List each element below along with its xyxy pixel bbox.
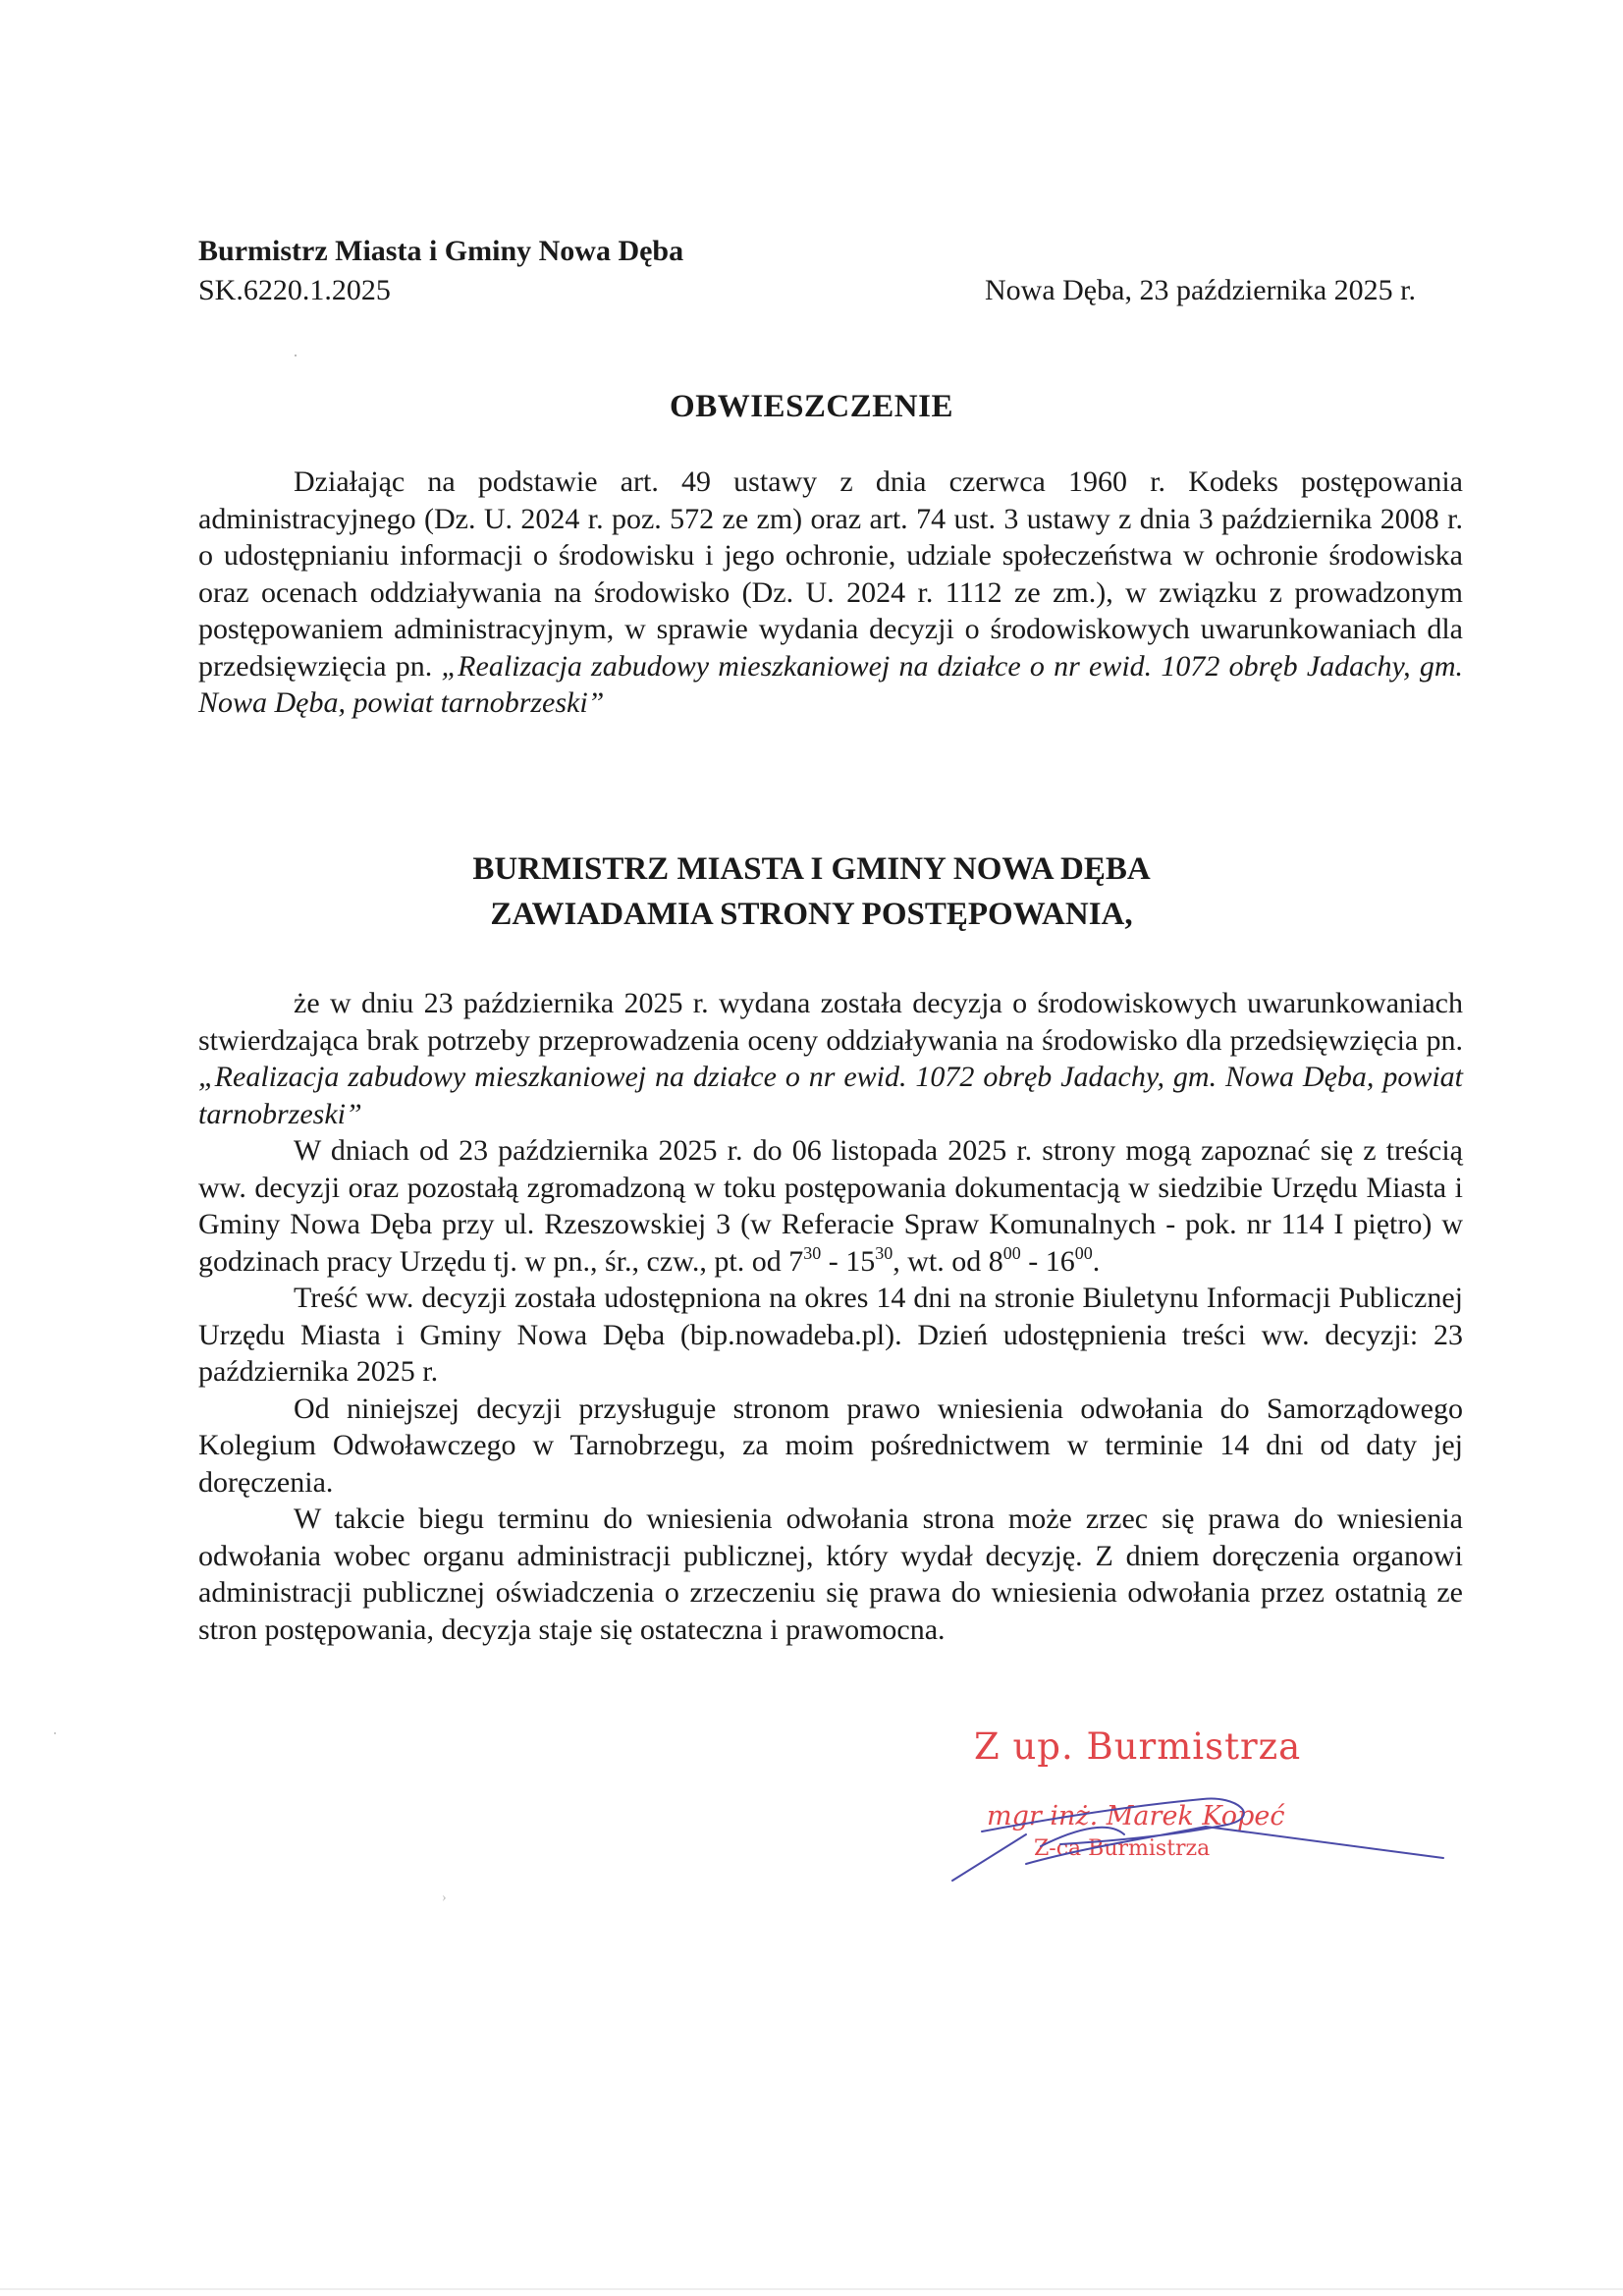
scan-speck — [54, 1732, 56, 1734]
signatory-role-stamp: Z-ca Burmistrza — [1034, 1836, 1211, 1861]
hour-sup: 30 — [875, 1242, 893, 1263]
scan-artifact: › — [442, 1890, 447, 1905]
announcement-heading — [0, 847, 1623, 937]
hours-text: - 15 — [821, 1244, 876, 1278]
hours-text: , wt. od 8 — [893, 1244, 1003, 1278]
place-date: Nowa Dęba, 23 października 2025 r. — [985, 274, 1417, 306]
waiver-paragraph: W takcie biegu terminu do wniesienia odwołania strona może zrzec się prawa do wniesienia odwołania wobec organu administracji publicznej, który wydał decyzję. Z dniem doręczenia organowi administracji publicznej oświadczenia o zrzeczeniu się prawa do wniesienia odwołania przez ostatnią ze stron postępowania, decyzja staje się ostateczna i prawomocna. — [198, 1503, 1463, 1646]
project-name: „Realizacja zabudowy mieszkaniowej na działce o nr ewid. 1072 obręb Jadachy, gm. Nowa Dęba, powiat tarnobrzeski” — [198, 649, 1463, 719]
intro-paragraph — [198, 464, 1463, 722]
announcement-heading-line2: ZAWIADAMIA STRONY POSTĘPOWANIA, — [490, 897, 1133, 932]
issuer-block — [198, 232, 683, 310]
access-paragraph — [198, 1132, 1463, 1280]
scan-speck — [295, 355, 297, 356]
page-edge — [0, 2288, 1623, 2290]
issuer-name: Burmistrz Miasta i Gminy Nowa Dęba — [198, 235, 684, 267]
decision-paragraph — [198, 985, 1463, 1132]
announcement-heading-line1: BURMISTRZ MIASTA I GMINY NOWA DĘBA — [472, 851, 1151, 887]
handwritten-signature-icon — [943, 1787, 1453, 1895]
signatory-name-stamp: mgr inż. Marek Kopeć — [987, 1801, 1285, 1831]
case-reference: SK.6220.1.2025 — [198, 274, 391, 306]
access-text: W dniach od 23 października 2025 r. do 06 listopada 2025 r. strony mogą zapoznać się z treścią ww. decyzji oraz pozostałą zgromadzoną w toku postępowania dokumentacją w siedzibie Urzędu Miasta i Gminy Nowa Dęba przy ul. Rzeszowskiej 3 (w Referacie Spraw Komunalnych - pok. nr 114 I piętro) w godzinach pracy Urzędu tj. w pn., śr., czw., pt. od 7 — [198, 1134, 1463, 1278]
announcement-body — [198, 985, 1463, 1648]
hours-text: . — [1092, 1244, 1101, 1278]
document-title: OBWIESZCZENIE — [670, 389, 953, 424]
publication-paragraph: Treść ww. decyzji została udostępniona na okres 14 dni na stronie Biuletynu Informacji Publicznej Urzędu Miasta i Gminy Nowa Dęba (bip.nowadeba.pl). Dzień udostępnienia treści ww. decyzji: 23 października 2025 r. — [198, 1282, 1463, 1388]
project-name-2: „Realizacja zabudowy mieszkaniowej na działce o nr ewid. 1072 obręb Jadachy, gm. Nowa Dęba, powiat tarnobrzeski” — [198, 1061, 1463, 1130]
decision-text: że w dniu 23 października 2025 r. wydana została decyzja o środowiskowych uwarunkowaniach stwierdzająca brak potrzeby przeprowadzenia oceny oddziaływania na środowisko dla przedsięwzięcia pn. — [198, 987, 1463, 1057]
appeal-paragraph: Od niniejszej decyzji przysługuje stronom prawo wniesienia odwołania do Samorządowego Kolegium Odwoławczego w Tarnobrzegu, za moim pośrednictwem w terminie 14 dni od daty jej doręczenia. — [198, 1392, 1463, 1499]
hour-sup: 00 — [1074, 1242, 1093, 1263]
hour-sup: 30 — [803, 1242, 822, 1263]
hour-sup: 00 — [1002, 1242, 1021, 1263]
authorization-stamp: Z up. Burmistrza — [974, 1725, 1302, 1768]
hours-text: - 16 — [1020, 1244, 1075, 1278]
intro-text: Działając na podstawie art. 49 ustawy z dnia czerwca 1960 r. Kodeks postępowania administracyjnego (Dz. U. 2024 r. poz. 572 ze zm) oraz art. 74 ust. 3 ustawy z dnia 3 października 2008 r. o udostępnianiu informacji o środowisku i jego ochronie, udziale społeczeństwa w ochronie środowiska oraz ocenach oddziaływania na środowisko (Dz. U. 2024 r. 1112 ze zm.), w związku z prowadzonym postępowaniem administracyjnym, w sprawie wydania decyzji o środowiskowych uwarunkowaniach dla przedsięwzięcia pn. — [198, 465, 1463, 683]
